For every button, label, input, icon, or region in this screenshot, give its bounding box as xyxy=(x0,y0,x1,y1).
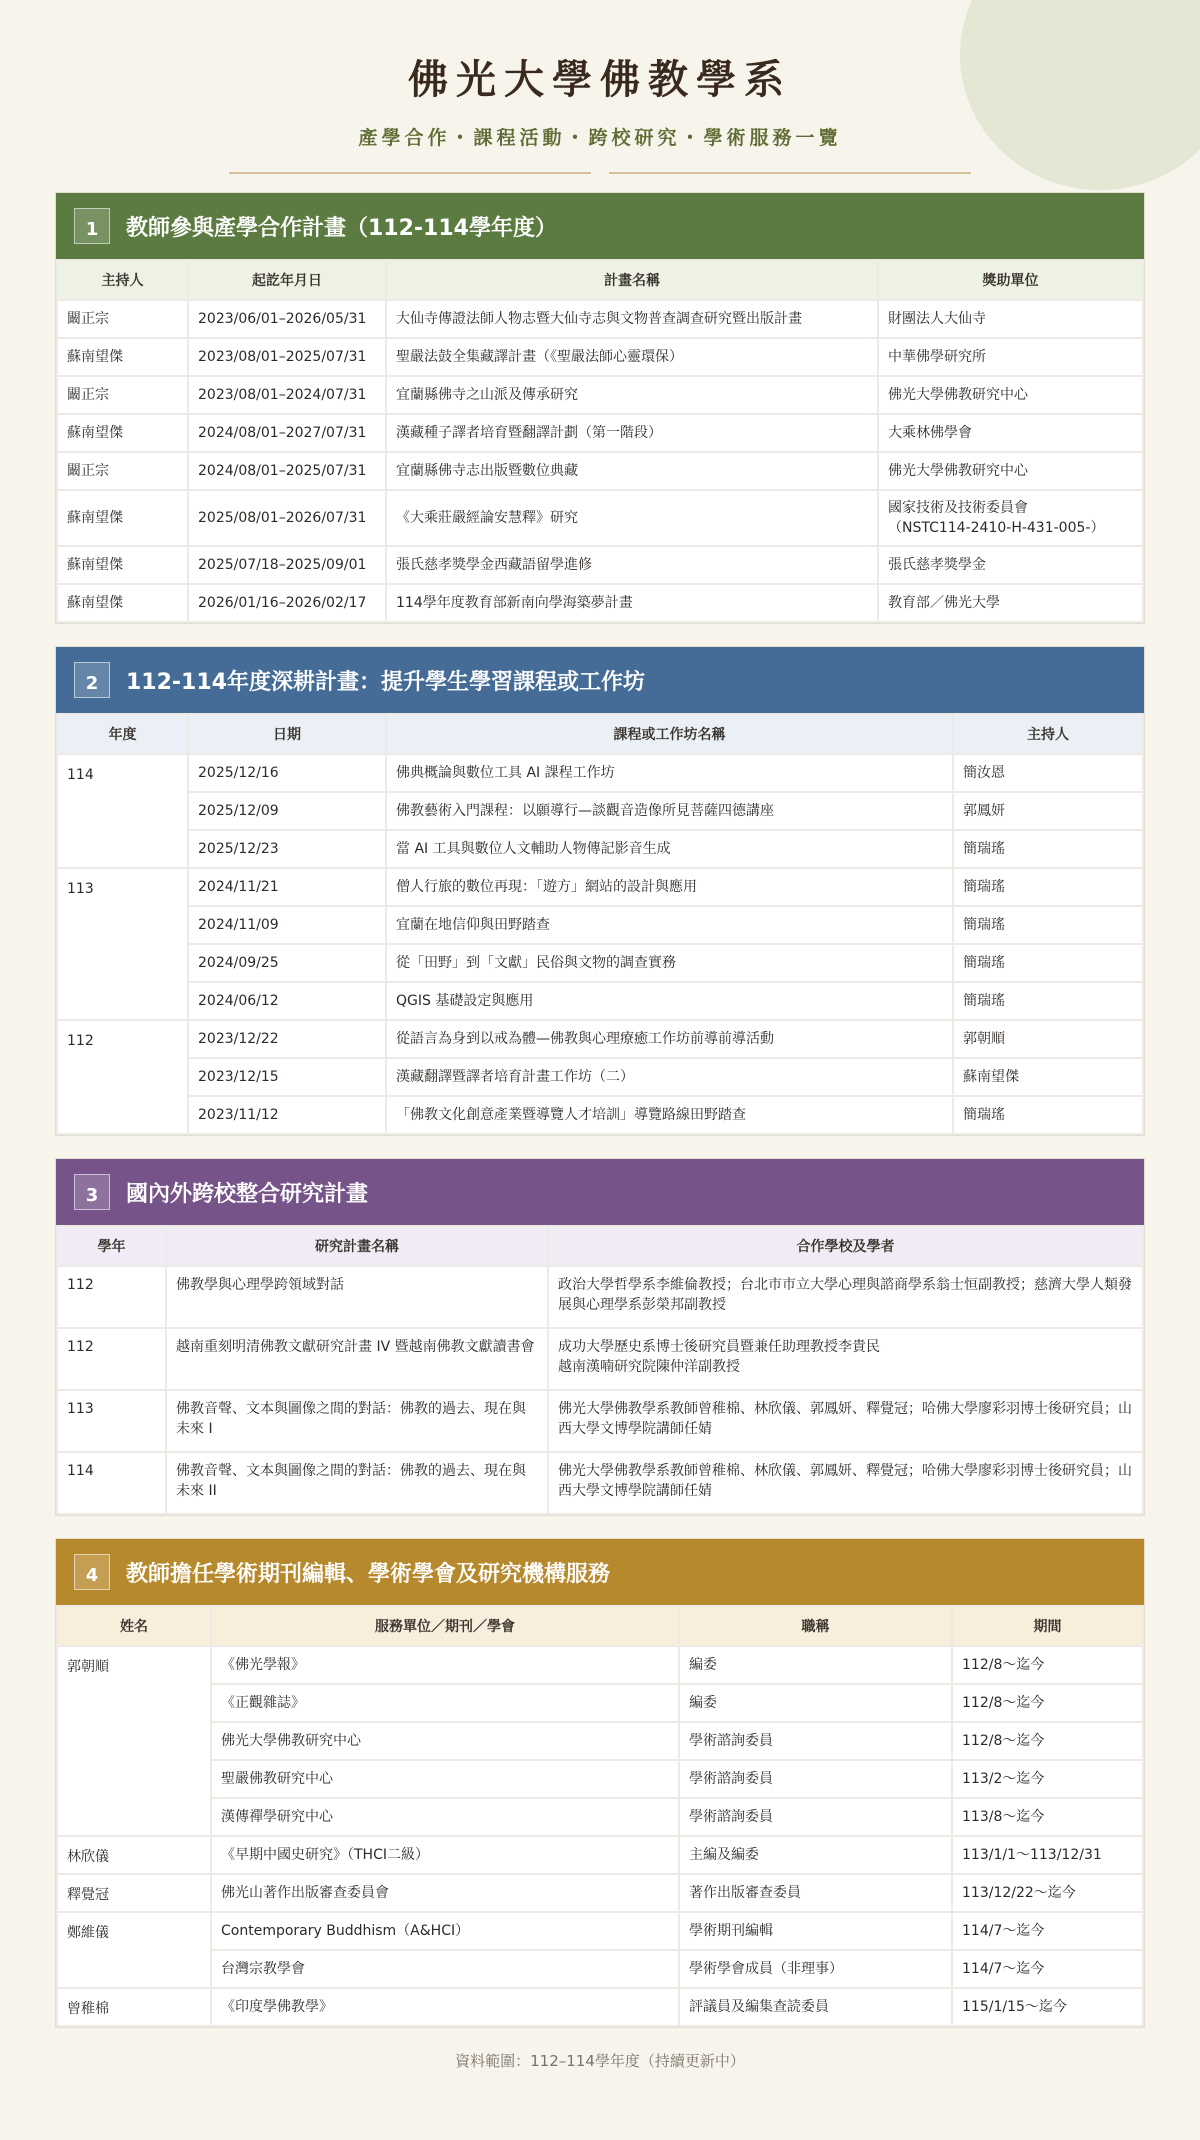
year-cell: 114 xyxy=(58,1453,165,1513)
course-name-cell: QGIS 基礎設定與應用 xyxy=(387,983,952,1019)
term-cell: 113/1/1～113/12/31 xyxy=(953,1837,1142,1873)
title-rules xyxy=(0,172,1200,174)
table-row xyxy=(58,1837,1142,1873)
table-row xyxy=(58,1267,1142,1327)
academic-service-table xyxy=(56,1605,1144,2027)
role-cell: 編委 xyxy=(680,1647,951,1683)
table-row xyxy=(58,755,1142,791)
host-cell: 闞正宗 xyxy=(58,301,187,337)
section-header xyxy=(56,193,1144,259)
partners-cell: 佛光大學佛教學系教師曾稚棉、林欣儀、郭鳳妍、釋覺冠；哈佛大學廖彩羽博士後研究員；山西大學文博學院講師任婧 xyxy=(549,1391,1142,1451)
service-unit-cell: 佛光大學佛教研究中心 xyxy=(212,1723,678,1759)
host-cell: 簡瑞瑤 xyxy=(954,907,1142,943)
date-cell: 2025/12/16 xyxy=(189,755,385,791)
partners-cell: 佛光大學佛教學系教師曾稚棉、林欣儀、郭鳳妍、釋覺冠；哈佛大學廖彩羽博士後研究員；山西大學文博學院講師任婧 xyxy=(549,1453,1142,1513)
column-header: 學年 xyxy=(58,1227,165,1265)
column-header: 日期 xyxy=(189,715,385,753)
project-name-cell: 《大乘莊嚴經論安慧釋》研究 xyxy=(387,491,877,545)
service-unit-cell: 《印度學佛教學》 xyxy=(212,1989,678,2025)
project-name-cell: 漢藏種子譯者培育暨翻譯計劃（第一階段） xyxy=(387,415,877,451)
year-cell: 112 xyxy=(58,1021,187,1133)
role-cell: 學術諮詢委員 xyxy=(680,1761,951,1797)
project-name-cell: 聖嚴法鼓全集藏譯計畫（《聖嚴法師心靈環保） xyxy=(387,339,877,375)
term-cell: 112/8～迄今 xyxy=(953,1647,1142,1683)
host-cell: 蘇南望傑 xyxy=(58,547,187,583)
table-header-row xyxy=(58,1227,1142,1265)
section-courses-workshops xyxy=(55,646,1145,1136)
period-cell: 2024/08/01–2025/07/31 xyxy=(189,453,385,489)
table-row xyxy=(58,339,1142,375)
role-cell: 著作出版審查委員 xyxy=(680,1875,951,1911)
course-name-cell: 佛典概論與數位工具 AI 課程工作坊 xyxy=(387,755,952,791)
table-row xyxy=(58,1097,1142,1133)
table-row xyxy=(58,1913,1142,1949)
table-row xyxy=(58,377,1142,413)
table-row xyxy=(58,1059,1142,1095)
table-row xyxy=(58,983,1142,1019)
host-cell: 簡瑞瑤 xyxy=(954,945,1142,981)
period-cell: 2023/08/01–2025/07/31 xyxy=(189,339,385,375)
term-cell: 113/8～迄今 xyxy=(953,1799,1142,1835)
footer-note: 資料範圍：112–114學年度（持續更新中） xyxy=(455,2052,745,2070)
course-name-cell: 漢藏翻譯暨譯者培育計畫工作坊（二） xyxy=(387,1059,952,1095)
column-header: 職稱 xyxy=(680,1607,951,1645)
funder-cell: 財團法人大仙寺 xyxy=(879,301,1142,337)
table-row xyxy=(58,1329,1142,1389)
name-cell: 釋覺冠 xyxy=(58,1875,210,1911)
term-cell: 112/8～迄今 xyxy=(953,1723,1142,1759)
role-cell: 編委 xyxy=(680,1685,951,1721)
role-cell: 學術期刊編輯 xyxy=(680,1913,951,1949)
course-name-cell: 從「田野」到「文獻」民俗與文物的調查實務 xyxy=(387,945,952,981)
cross-school-research-table xyxy=(56,1225,1144,1515)
partners-cell: 成功大學歷史系博士後研究員暨兼任助理教授李貴民 越南漢喃研究院陳仲洋副教授 xyxy=(549,1329,1142,1389)
service-unit-cell: Contemporary Buddhism（A&HCI） xyxy=(212,1913,678,1949)
column-header: 主持人 xyxy=(954,715,1142,753)
table-row xyxy=(58,945,1142,981)
section-academic-service xyxy=(55,1538,1145,2028)
section-title: 國內外跨校整合研究計畫 xyxy=(126,1181,369,1207)
host-cell: 郭朝順 xyxy=(954,1021,1142,1057)
role-cell: 學術學會成員（非理事） xyxy=(680,1951,951,1987)
service-unit-cell: 《正觀雜誌》 xyxy=(212,1685,678,1721)
date-cell: 2023/12/15 xyxy=(189,1059,385,1095)
year-cell: 113 xyxy=(58,869,187,1019)
partners-cell: 政治大學哲學系李維倫教授；台北市市立大學心理與諮商學系翁士恒副教授；慈濟大學人類發展與心理學系彭榮邦副教授 xyxy=(549,1267,1142,1327)
section-title: 112-114年度深耕計畫：提升學生學習課程或工作坊 xyxy=(126,669,645,695)
table-row xyxy=(58,1021,1142,1057)
industry-projects-table xyxy=(56,259,1144,623)
research-name-cell: 佛教學與心理學跨領域對話 xyxy=(167,1267,547,1327)
host-cell: 簡瑞瑤 xyxy=(954,869,1142,905)
host-cell: 簡汝恩 xyxy=(954,755,1142,791)
section-number-badge: 2 xyxy=(74,662,110,698)
host-cell: 蘇南望傑 xyxy=(58,415,187,451)
year-cell: 114 xyxy=(58,755,187,867)
rule-right xyxy=(609,172,971,174)
funder-cell: 教育部／佛光大學 xyxy=(879,585,1142,621)
column-header: 年度 xyxy=(58,715,187,753)
date-cell: 2023/11/12 xyxy=(189,1097,385,1133)
name-cell: 鄭維儀 xyxy=(58,1913,210,1987)
section-industry-projects xyxy=(55,192,1145,624)
table-row xyxy=(58,547,1142,583)
term-cell: 114/7～迄今 xyxy=(953,1913,1142,1949)
period-cell: 2023/08/01–2024/07/31 xyxy=(189,377,385,413)
term-cell: 114/7～迄今 xyxy=(953,1951,1142,1987)
table-header-row xyxy=(58,715,1142,753)
date-cell: 2024/11/09 xyxy=(189,907,385,943)
table-row xyxy=(58,1875,1142,1911)
funder-cell: 國家技術及技術委員會 （NSTC114-2410-H-431-005-） xyxy=(879,491,1142,545)
project-name-cell: 宜蘭縣佛寺志出版暨數位典藏 xyxy=(387,453,877,489)
funder-cell: 佛光大學佛教研究中心 xyxy=(879,377,1142,413)
table-row xyxy=(58,831,1142,867)
research-name-cell: 越南重刻明清佛教文獻研究計畫 IV 暨越南佛教文獻讀書會 xyxy=(167,1329,547,1389)
service-unit-cell: 聖嚴佛教研究中心 xyxy=(212,1761,678,1797)
date-cell: 2024/11/21 xyxy=(189,869,385,905)
table-row xyxy=(58,491,1142,545)
role-cell: 主編及編委 xyxy=(680,1837,951,1873)
name-cell: 林欣儀 xyxy=(58,1837,210,1873)
host-cell: 蘇南望傑 xyxy=(58,339,187,375)
funder-cell: 佛光大學佛教研究中心 xyxy=(879,453,1142,489)
section-header xyxy=(56,1539,1144,1605)
courses-workshops-table xyxy=(56,713,1144,1135)
service-unit-cell: 台灣宗教學會 xyxy=(212,1951,678,1987)
column-header: 起訖年月日 xyxy=(189,261,385,299)
term-cell: 113/2～迄今 xyxy=(953,1761,1142,1797)
rule-left xyxy=(229,172,591,174)
host-cell: 蘇南望傑 xyxy=(954,1059,1142,1095)
section-title: 教師擔任學術期刊編輯、學術學會及研究機構服務 xyxy=(126,1561,611,1587)
page-header xyxy=(0,0,1200,192)
table-row xyxy=(58,415,1142,451)
project-name-cell: 宜蘭縣佛寺之山派及傳承研究 xyxy=(387,377,877,413)
project-name-cell: 114學年度教育部新南向學海築夢計畫 xyxy=(387,585,877,621)
name-cell: 郭朝順 xyxy=(58,1647,210,1835)
table-row xyxy=(58,1685,1142,1721)
course-name-cell: 「佛教文化創意產業暨導覽人才培訓」導覽路線田野踏查 xyxy=(387,1097,952,1133)
table-row xyxy=(58,1453,1142,1513)
table-row xyxy=(58,585,1142,621)
page-title: 佛光大學佛教學系 xyxy=(408,56,792,103)
period-cell: 2025/08/01–2026/07/31 xyxy=(189,491,385,545)
role-cell: 學術諮詢委員 xyxy=(680,1799,951,1835)
host-cell: 簡瑞瑤 xyxy=(954,1097,1142,1133)
year-cell: 113 xyxy=(58,1391,165,1451)
date-cell: 2025/12/09 xyxy=(189,793,385,829)
host-cell: 闞正宗 xyxy=(58,377,187,413)
research-name-cell: 佛教音聲、文本與圖像之間的對話：佛教的過去、現在與未來 II xyxy=(167,1453,547,1513)
date-cell: 2025/12/23 xyxy=(189,831,385,867)
column-header: 服務單位／期刊／學會 xyxy=(212,1607,678,1645)
column-header: 姓名 xyxy=(58,1607,210,1645)
role-cell: 評議員及編集查読委員 xyxy=(680,1989,951,2025)
funder-cell: 中華佛學研究所 xyxy=(879,339,1142,375)
column-header: 期間 xyxy=(953,1607,1142,1645)
date-cell: 2024/06/12 xyxy=(189,983,385,1019)
host-cell: 簡瑞瑤 xyxy=(954,831,1142,867)
service-unit-cell: 佛光山著作出版審查委員會 xyxy=(212,1875,678,1911)
table-row xyxy=(58,1761,1142,1797)
date-cell: 2023/12/22 xyxy=(189,1021,385,1057)
course-name-cell: 佛教藝術入門課程：以願導行—談觀音造像所見菩薩四德講座 xyxy=(387,793,952,829)
date-cell: 2024/09/25 xyxy=(189,945,385,981)
section-number-badge: 3 xyxy=(74,1174,110,1210)
table-row xyxy=(58,1647,1142,1683)
course-name-cell: 僧人行旅的數位再現：「遊方」網站的設計與應用 xyxy=(387,869,952,905)
term-cell: 115/1/15～迄今 xyxy=(953,1989,1142,2025)
project-name-cell: 大仙寺傳證法師人物志暨大仙寺志與文物普查調查研究暨出版計畫 xyxy=(387,301,877,337)
year-cell: 112 xyxy=(58,1267,165,1327)
section-header xyxy=(56,647,1144,713)
column-header: 獎助單位 xyxy=(879,261,1142,299)
section-cross-school-research xyxy=(55,1158,1145,1516)
host-cell: 蘇南望傑 xyxy=(58,585,187,621)
column-header: 課程或工作坊名稱 xyxy=(387,715,952,753)
period-cell: 2026/01/16–2026/02/17 xyxy=(189,585,385,621)
table-header-row xyxy=(58,1607,1142,1645)
table-row xyxy=(58,1799,1142,1835)
host-cell: 簡瑞瑤 xyxy=(954,983,1142,1019)
section-number-badge: 4 xyxy=(74,1554,110,1590)
table-row xyxy=(58,907,1142,943)
column-header: 合作學校及學者 xyxy=(549,1227,1142,1265)
table-header-row xyxy=(58,261,1142,299)
section-number-badge: 1 xyxy=(74,208,110,244)
funder-cell: 大乘林佛學會 xyxy=(879,415,1142,451)
project-name-cell: 張氏慈孝獎學金西藏語留學進修 xyxy=(387,547,877,583)
column-header: 計畫名稱 xyxy=(387,261,877,299)
course-name-cell: 當 AI 工具與數位人文輔助人物傳記影音生成 xyxy=(387,831,952,867)
table-row xyxy=(58,1951,1142,1987)
table-row xyxy=(58,793,1142,829)
table-row xyxy=(58,1391,1142,1451)
term-cell: 112/8～迄今 xyxy=(953,1685,1142,1721)
section-header xyxy=(56,1159,1144,1225)
table-row xyxy=(58,1723,1142,1759)
service-unit-cell: 《早期中國史研究》（THCI二級） xyxy=(212,1837,678,1873)
table-row xyxy=(58,869,1142,905)
table-row xyxy=(58,301,1142,337)
course-name-cell: 從語言為身到以戒為體—佛教與心理療癒工作坊前導前導活動 xyxy=(387,1021,952,1057)
host-cell: 蘇南望傑 xyxy=(58,491,187,545)
service-unit-cell: 漢傳禪學研究中心 xyxy=(212,1799,678,1835)
period-cell: 2024/08/01–2027/07/31 xyxy=(189,415,385,451)
term-cell: 113/12/22～迄今 xyxy=(953,1875,1142,1911)
page-subtitle: 產學合作・課程活動・跨校研究・學術服務一覽 xyxy=(358,127,842,149)
period-cell: 2023/06/01–2026/05/31 xyxy=(189,301,385,337)
role-cell: 學術諮詢委員 xyxy=(680,1723,951,1759)
host-cell: 郭鳳妍 xyxy=(954,793,1142,829)
table-row xyxy=(58,453,1142,489)
funder-cell: 張氏慈孝獎學金 xyxy=(879,547,1142,583)
research-name-cell: 佛教音聲、文本與圖像之間的對話：佛教的過去、現在與未來 I xyxy=(167,1391,547,1451)
column-header: 主持人 xyxy=(58,261,187,299)
section-title: 教師參與產學合作計畫（112-114學年度） xyxy=(126,215,557,241)
column-header: 研究計畫名稱 xyxy=(167,1227,547,1265)
table-row xyxy=(58,1989,1142,2025)
service-unit-cell: 《佛光學報》 xyxy=(212,1647,678,1683)
course-name-cell: 宜蘭在地信仰與田野踏查 xyxy=(387,907,952,943)
host-cell: 闞正宗 xyxy=(58,453,187,489)
period-cell: 2025/07/18–2025/09/01 xyxy=(189,547,385,583)
name-cell: 曾稚棉 xyxy=(58,1989,210,2025)
year-cell: 112 xyxy=(58,1329,165,1389)
